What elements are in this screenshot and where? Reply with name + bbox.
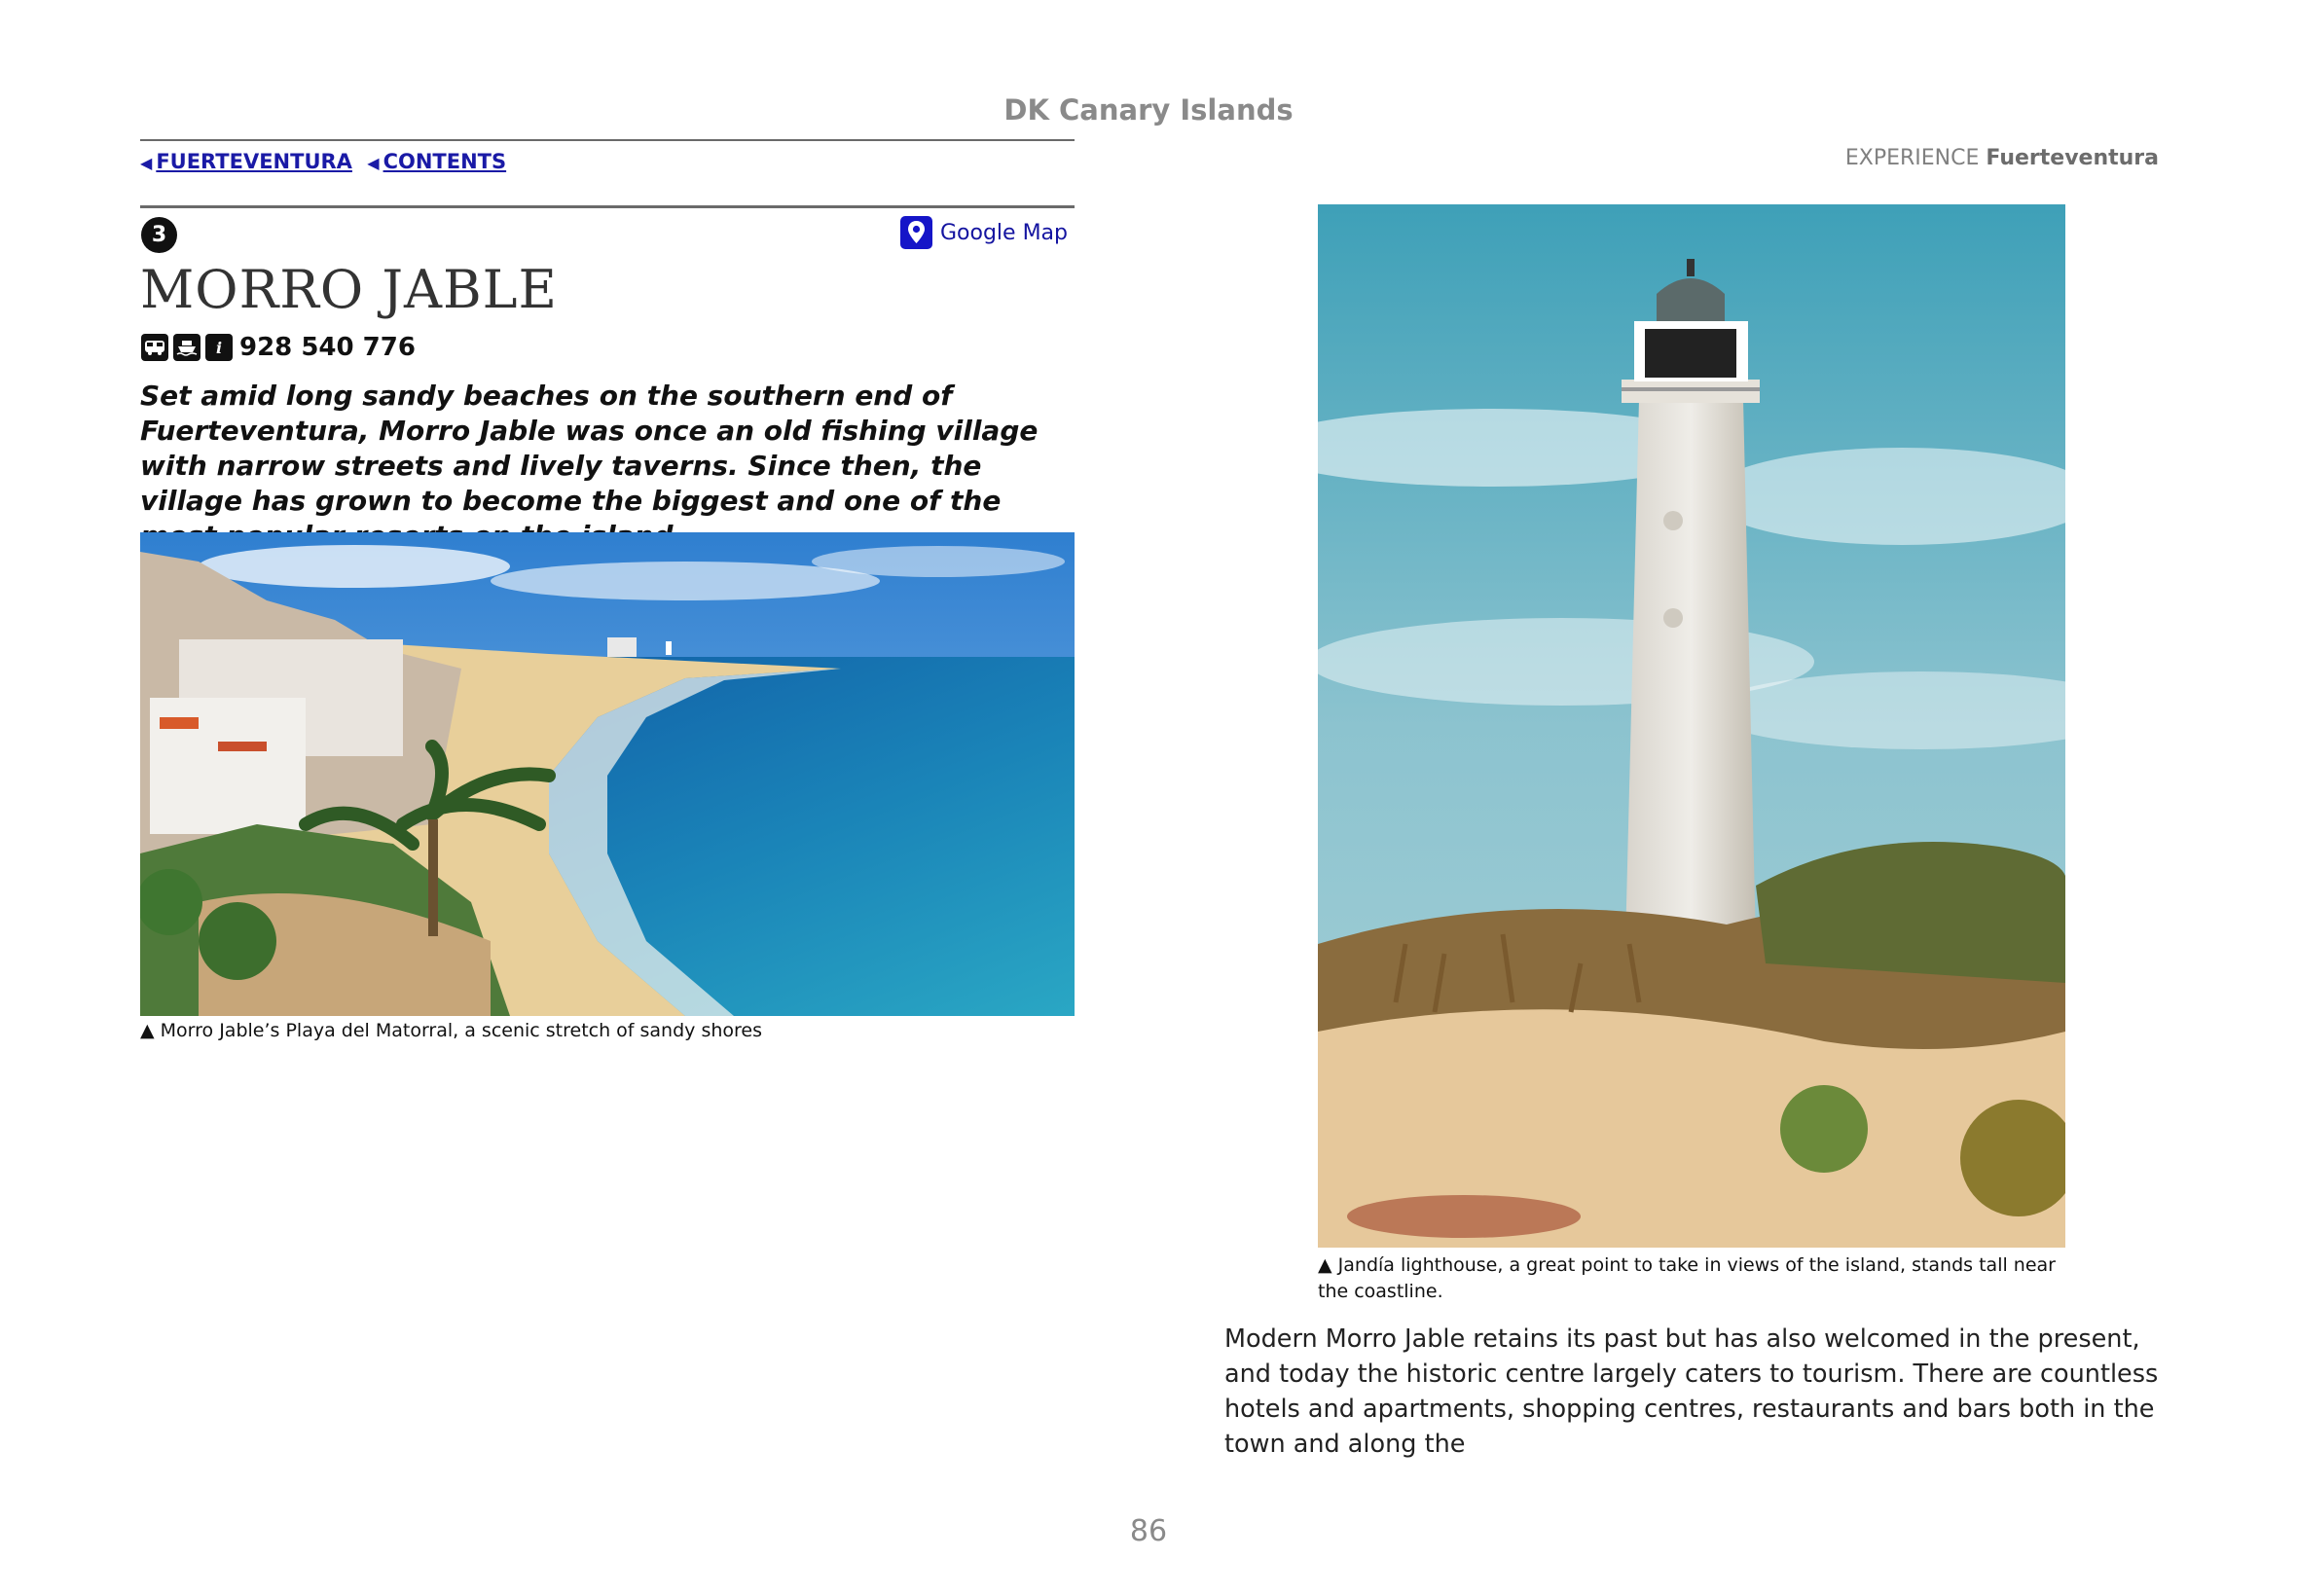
running-header: [1845, 146, 2159, 170]
map-pin-icon: [900, 216, 932, 249]
info-icon: i: [205, 334, 233, 361]
lighthouse-photo: [1318, 204, 2065, 1248]
beach-photo: [140, 532, 1075, 1016]
body-paragraph: Modern Morro Jable retains its past but has also welcomed in the present, and today the historic centre largely caters to tourism. There are countless hotels and apartments, shopping centres, restaurants and bars both in the town and along the: [1224, 1324, 2159, 1459]
section-prefix: EXPERIENCE: [1844, 146, 1980, 170]
navigation-bar: [140, 139, 1075, 208]
ferry-icon: [173, 334, 201, 361]
bus-icon: [141, 334, 168, 361]
breadcrumb-contents-link[interactable]: CONTENTS: [383, 150, 507, 173]
back-arrow-icon: ◀: [367, 154, 380, 172]
lighthouse-photo-caption: ▲ Jandía lighthouse, a great point to take in views of the island, stands tall near the coastline.: [1318, 1254, 2056, 1302]
breadcrumb: [140, 150, 506, 173]
google-map-label[interactable]: Google Map: [940, 220, 1069, 245]
google-map-link[interactable]: [900, 216, 1068, 249]
book-title: DK Canary Islands: [1003, 93, 1294, 127]
page-number: 86: [1129, 1514, 1168, 1548]
place-title: MORRO JABLE: [140, 259, 558, 320]
breadcrumb-fuerteventura-link[interactable]: FUERTEVENTURA: [156, 150, 352, 173]
section-name: Fuerteventura: [1986, 146, 2159, 170]
entry-number-badge: 3: [141, 217, 177, 253]
intro-paragraph: Set amid long sandy beaches on the southern end of Fuerteventura, Morro Jable was once an old fishing village with narrow streets and lively taverns. Since then, the village has grown to become the biggest and one of the: [140, 380, 1039, 517]
beach-photo-caption: ▲ Morro Jable’s Playa del Matorral, a scenic stretch of sandy shores: [140, 1020, 762, 1041]
phone-number: 928 540 776: [239, 333, 416, 362]
facility-icons: [141, 333, 416, 362]
back-arrow-icon: ◀: [140, 154, 153, 172]
